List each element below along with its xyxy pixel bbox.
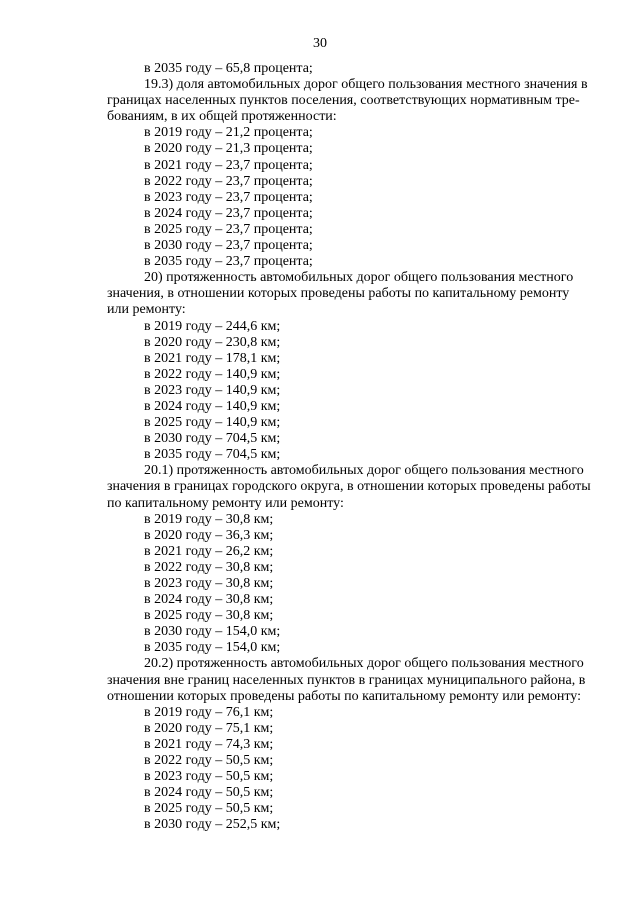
list-item: в 2024 году – 140,9 км; <box>144 398 281 414</box>
list-item: в 2020 году – 75,1 км; <box>144 720 274 736</box>
list-item: в 2030 году – 154,0 км; <box>144 624 281 640</box>
paragraph-line: 20) протяженность автомобильных дорог общего пользования местного <box>144 270 574 286</box>
list-item: в 2020 году – 21,3 процента; <box>144 141 313 157</box>
page-number: 30 <box>313 36 327 51</box>
paragraph-line: 20.2) протяженность автомобильных дорог общего пользования местного <box>144 656 584 672</box>
list-item: в 2025 году – 140,9 км; <box>144 415 281 431</box>
paragraph-line: значения, в отношении которых проведены работы по капитальному ремонту <box>107 286 570 302</box>
list-item: в 2035 году – 704,5 км; <box>144 447 281 463</box>
list-item: в 2020 году – 230,8 км; <box>144 334 281 350</box>
paragraph-line: или ремонту: <box>107 302 186 318</box>
list-item: в 2023 году – 23,7 процента; <box>144 189 313 205</box>
list-item: в 2030 году – 252,5 км; <box>144 817 281 833</box>
list-item: в 2022 году – 23,7 процента; <box>144 173 313 189</box>
paragraph-line: 19.3) доля автомобильных дорог общего пользования местного значения в <box>144 77 588 93</box>
list-item: в 2019 году – 21,2 процента; <box>144 125 313 141</box>
list-item: в 2023 году – 50,5 км; <box>144 769 274 785</box>
document-body <box>107 61 597 834</box>
list-item: в 2024 году – 23,7 процента; <box>144 205 313 221</box>
list-item: в 2025 году – 30,8 км; <box>144 608 274 624</box>
paragraph-line: бованиям, в их общей протяженности: <box>107 109 337 125</box>
paragraph-line: отношении которых проведены работы по капитальному ремонту или ремонту: <box>107 688 581 704</box>
list-item: в 2024 году – 30,8 км; <box>144 592 274 608</box>
list-item: в 2035 году – 65,8 процента; <box>144 61 313 76</box>
list-item: в 2021 году – 26,2 км; <box>144 543 274 559</box>
list-item: в 2022 году – 30,8 км; <box>144 559 274 575</box>
list-item: в 2020 году – 36,3 км; <box>144 527 274 543</box>
paragraph <box>107 656 597 704</box>
list-item: в 2019 году – 244,6 км; <box>144 318 281 334</box>
paragraph-line: границах населенных пунктов поселения, соответствующих нормативным тре- <box>107 93 580 109</box>
paragraph <box>107 463 597 511</box>
list-item: в 2025 году – 50,5 км; <box>144 801 274 817</box>
list-item: в 2035 году – 154,0 км; <box>144 640 281 656</box>
list-item: в 2021 году – 23,7 процента; <box>144 157 313 173</box>
list-item: в 2019 году – 30,8 км; <box>144 511 274 527</box>
paragraph <box>107 270 597 318</box>
list-item: в 2021 году – 74,3 км; <box>144 736 274 752</box>
list-item: в 2023 году – 140,9 км; <box>144 382 281 398</box>
list-item: в 2030 году – 23,7 процента; <box>144 238 313 254</box>
list-item: в 2022 году – 140,9 км; <box>144 366 281 382</box>
list-item: в 2035 году – 23,7 процента; <box>144 254 313 270</box>
paragraph-line: значения вне границ населенных пунктов в границах муниципального района, в <box>107 672 586 688</box>
paragraph-line: по капитальному ремонту или ремонту: <box>107 495 344 511</box>
list-item: в 2019 году – 76,1 км; <box>144 704 274 720</box>
list-item: в 2023 году – 30,8 км; <box>144 576 274 591</box>
list-item: в 2021 году – 178,1 км; <box>144 350 281 366</box>
paragraph <box>107 77 597 125</box>
list-item: в 2022 году – 50,5 км; <box>144 753 274 769</box>
list-item: в 2030 году – 704,5 км; <box>144 431 281 447</box>
list-item: в 2024 году – 50,5 км; <box>144 785 274 801</box>
list-item: в 2025 году – 23,7 процента; <box>144 221 313 237</box>
paragraph-line: 20.1) протяженность автомобильных дорог общего пользования местного <box>144 463 584 479</box>
paragraph-line: значения в границах городского округа, в отношении которых проведены работы <box>107 479 591 495</box>
